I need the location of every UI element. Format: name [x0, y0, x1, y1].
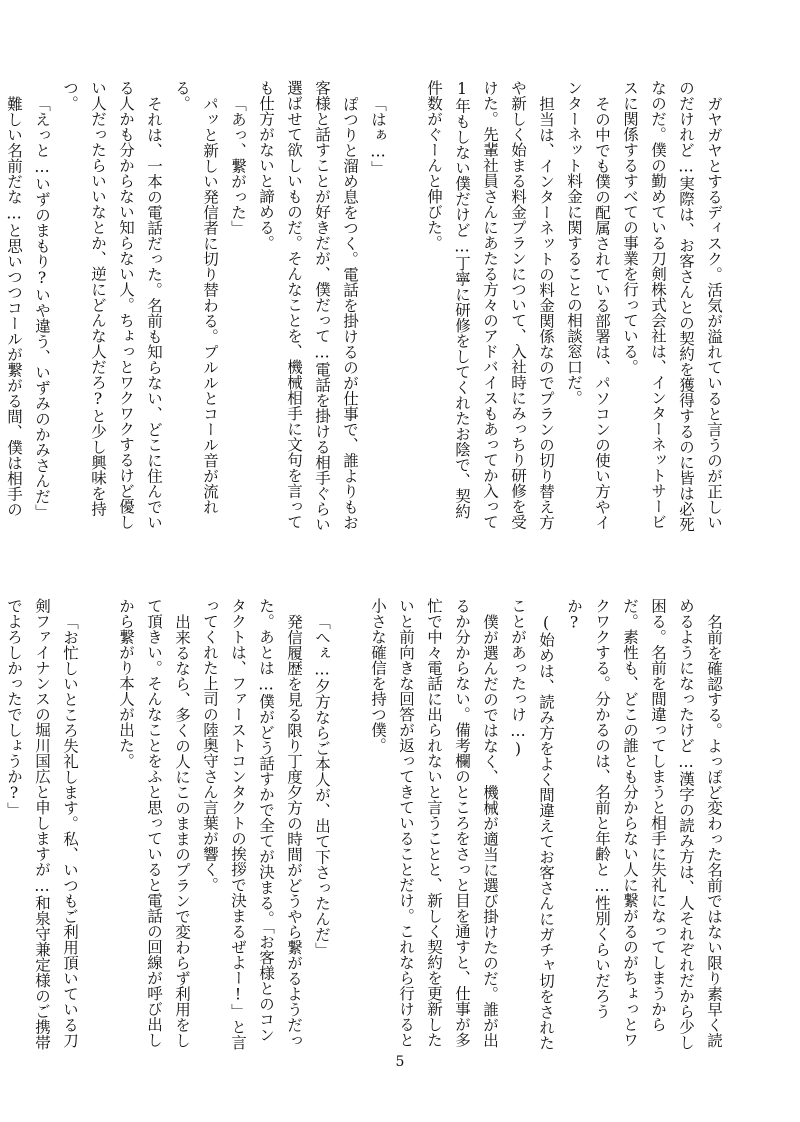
paragraph: パッと新しい発信者に切り替わる。プルルとコール音が流れる。	[173, 80, 219, 514]
dialogue-line: 「へぇ…夕方ならご本人が、出て下さったんだ」	[313, 613, 331, 957]
paragraph: 発信履歴を見る限り丁度夕方の時間がどうやら繋がるようだった。あとは…僕がどう話すかで全てが決まる。「お客様とのコンタクトは、ファーストコンタクトの挨拶で決まるぜよー!」と言ってくれた上司の陸奥守さん言葉が響く。	[201, 598, 303, 1050]
blank-line	[392, 80, 420, 532]
paragraph: ぽつりと溜め息をつく。電話を掛けるのが仕事で、誰よりもお客様と話すことが好きだが、僕だって…電話を掛ける相手ぐらい選ばせて欲しいものだ。そんなことを、機械相手に文句を言っても仕方がないと諦める。	[257, 80, 359, 532]
blank-line	[84, 598, 112, 1050]
dialogue-line: 「あっ、繋がった」	[229, 95, 247, 235]
paragraph: ガヤガヤとするディスク。活気が溢れていると言うのが正しいのだけれど…実際は、お客さんとの契約を獲得するのに皆は必死なのだ。僕の勤めている刀剣株式会社は、インターネットサービスに関係するすべての事業を行っている。	[621, 80, 723, 532]
paragraph: その中でも僕の配属されている部署は、パソコンの使い方やインターネット料金に関することの相談窓口だ。	[565, 80, 611, 530]
text-block-lower	[5, 598, 728, 1050]
blank-line	[336, 598, 364, 1050]
paragraph: それは、一本の電話だった。名前も知らない、どこに住んでいる人かも分からない知らない人。ちょっとワクワクするけど優しい人だったらいいなとか、逆にどんな人だろ?と少し興味を持つ。	[61, 80, 163, 530]
page-number: 5	[395, 1054, 405, 1070]
paragraph: 出来るなら、多くの人にこのままのプランで変わらず利用をして頂きい。そんなことをふと思っていると電話の回線が呼び出しから繋がり本人が出た。	[117, 598, 191, 1048]
paragraph: 僕が選んだのではなく、機械が適当に選び掛けたのだ。誰が出るか分からない。備考欄のところをさっと目を通すと、仕事が多忙で中々電話に出られないと言うことと、新しく契約を更新したいと前向きな回答が返ってきていることだけ。これなら行けると小さな確信を持つ僕。	[369, 598, 499, 1048]
text-block-upper	[5, 80, 728, 532]
dialogue-line: 「えっと…いずのまもり?いや違う、いずみのかみさんだ」	[33, 95, 51, 519]
dialogue-line: (始めは、読み方をよく間違えてお客さんにガチャ切をされたことがあったっけ…)	[509, 598, 555, 1050]
paragraph: 名前を確認する。よっぽど変わった名前ではない限り素早く読めるようになったけど…漢字の読み方は、人それぞれだから少し困る。名前を間違ってしまうと相手に失礼になってしまうからだ。素性も、どこの誰とも分からない人に繋がるのがちょっとワクワクする。分かるのは、名前と年齢と…性別くらいだろうか?	[565, 598, 723, 1050]
dialogue-line: 「はぁ…」	[369, 95, 387, 176]
paragraph: 難しい名前だな…と思いつつコールが繋がる間、僕は相手の	[5, 95, 23, 517]
dialogue-line: 「お忙しいところ失礼します。私、いつもご利用頂いている刀剣ファイナンスの堀川国広と申しますが…和泉守兼定様のご携帯でよろしかったでしょうか?」	[5, 598, 79, 1050]
paragraph: 担当は、インターネットの料金関係なのでプランの切り替え方や新しく始まる料金プランについて、入社時にみっちり研修を受けた。先輩社員さんにあたる方々のアドバイスもあってか入って1年もしない僕だけど…丁寧に研修をしてくれたお陰で、契約件数がぐーんと伸びた。	[425, 80, 555, 530]
